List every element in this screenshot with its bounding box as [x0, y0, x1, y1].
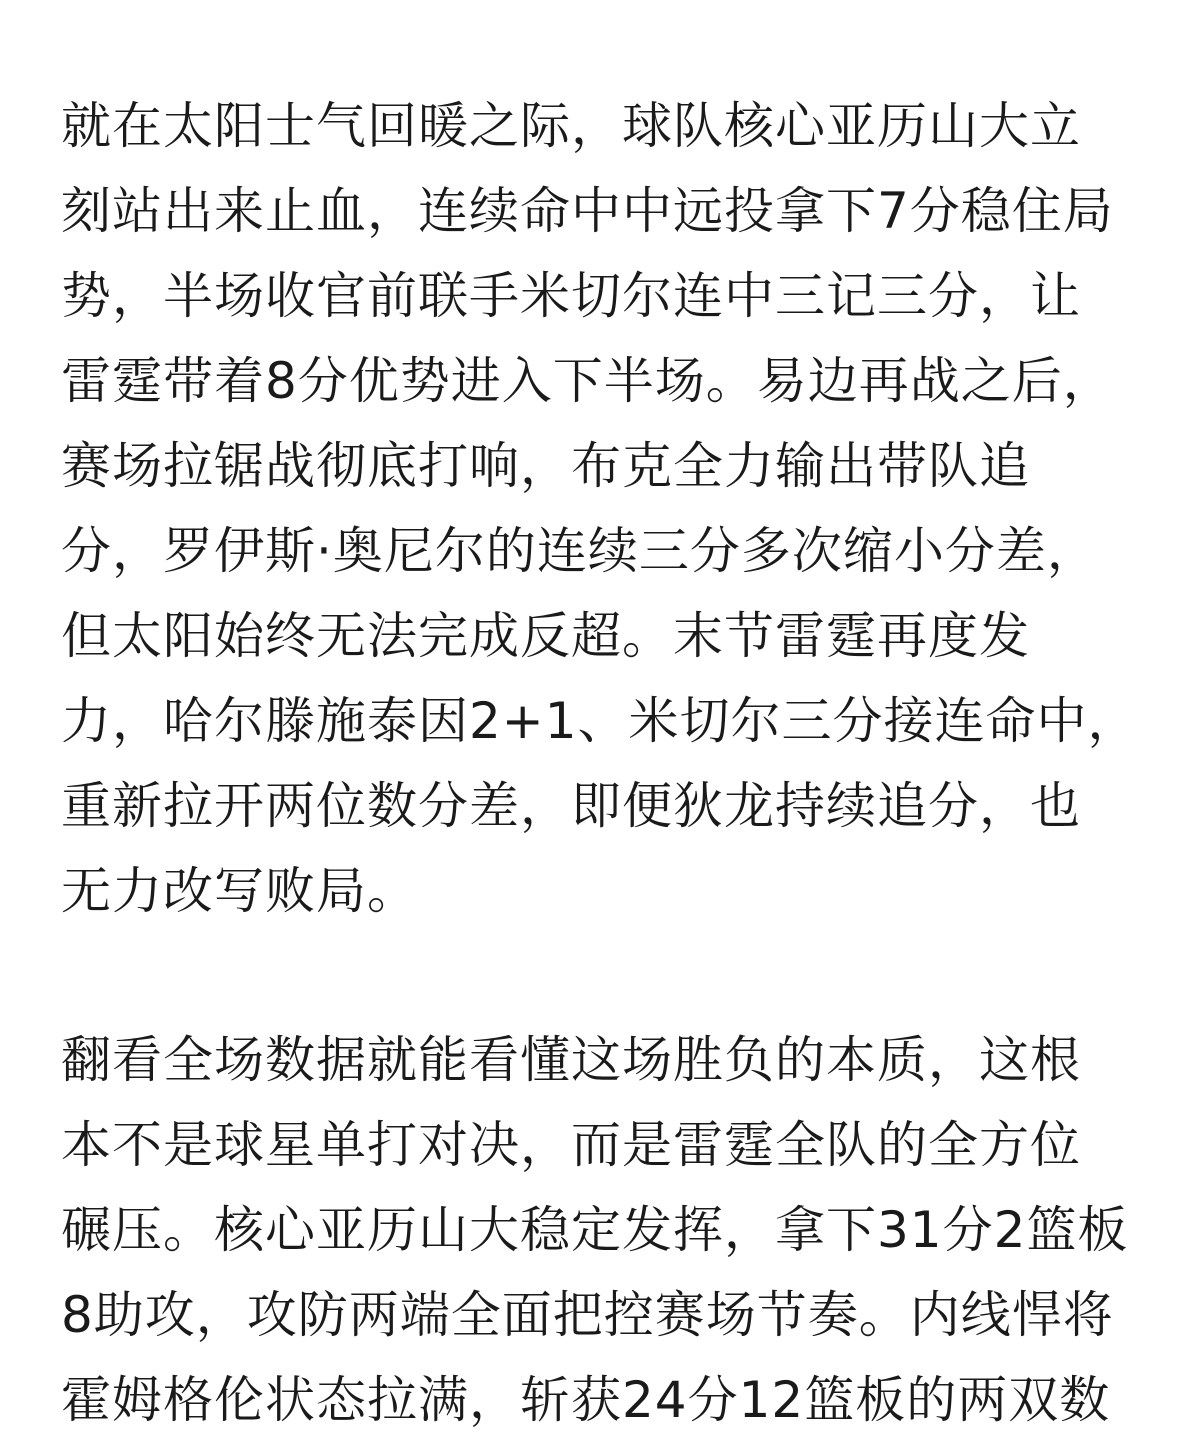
text-line: 本不是球星单打对决，而是雷霆全队的全方位 [61, 1116, 1081, 1174]
text-line: 赛场拉锯战彻底打响，布克全力输出带队追 [61, 437, 1030, 495]
text-line: 力，哈尔滕施泰因2+1、米切尔三分接连命中， [61, 692, 1139, 750]
text-line: 雷霆带着8分优势进入下半场。易边再战之后， [61, 352, 1114, 410]
text-line: 刻站出来止血，连续命中中远投拿下7分稳住局 [61, 182, 1114, 240]
text-line: 势，半场收官前联手米切尔连中三记三分，让 [61, 267, 1081, 325]
text-line: 8助攻，攻防两端全面把控赛场节奏。内线悍将 [61, 1286, 1114, 1344]
text-line: 重新拉开两位数分差，即便狄龙持续追分，也 [61, 777, 1081, 835]
text-line: 霍姆格伦状态拉满，斩获24分12篮板的两双数 [61, 1371, 1111, 1429]
text-line: 无力改写败局。 [61, 862, 418, 920]
text-line: 但太阳始终无法完成反超。末节雷霆再度发 [61, 607, 1030, 665]
article-body [61, 84, 1139, 1443]
text-line: 碾压。核心亚历山大稳定发挥，拿下31分2篮板 [61, 1201, 1129, 1259]
article-paragraph-2 [61, 1018, 1129, 1443]
text-line: 分，罗伊斯·奥尼尔的连续三分多次缩小分差， [61, 522, 1098, 580]
article-paragraph-1 [61, 84, 1139, 934]
text-line: 翻看全场数据就能看懂这场胜负的本质，这根 [61, 1031, 1081, 1089]
text-line: 就在太阳士气回暖之际，球队核心亚历山大立 [61, 97, 1081, 155]
